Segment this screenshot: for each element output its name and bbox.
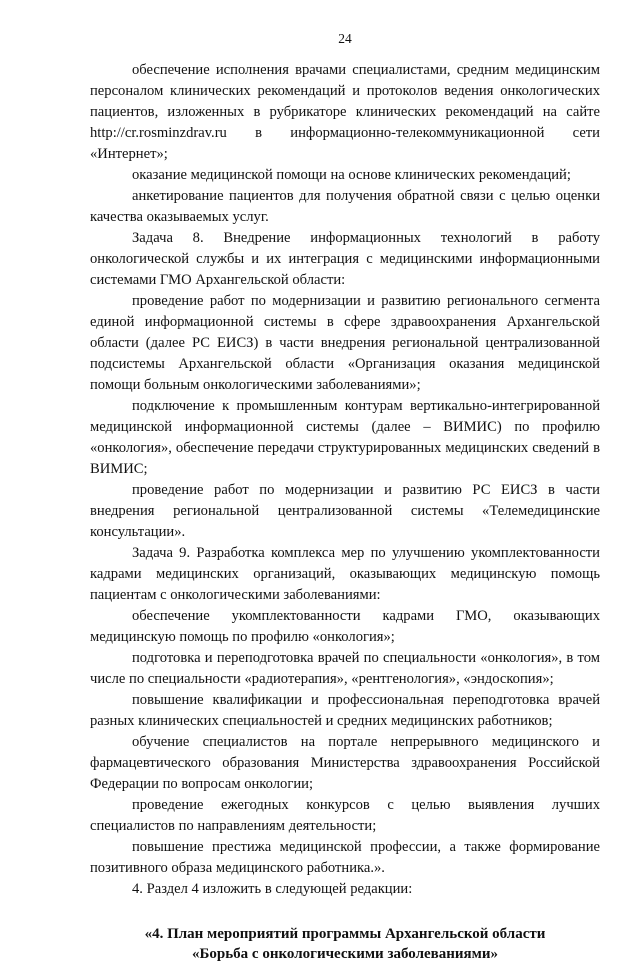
paragraph: проведение работ по модернизации и развитию регионального сегмента единой информационной системы в сфере здравоохранения Архангельской области (далее РС ЕИСЗ) в части внедрения региональной централизованной подсистемы Архангельской области «Организация оказания медицинской помощи больным онкологическими заболеваниями»; bbox=[90, 293, 600, 393]
paragraph: анкетирование пациентов для получения обратной связи с целью оценки качества оказываемых услуг. bbox=[90, 188, 600, 225]
paragraph: обучение специалистов на портале непрерывного медицинского и фармацевтического образования Министерства здравоохранения Российской Федерации по вопросам онкологии; bbox=[90, 734, 600, 792]
document-body bbox=[90, 60, 600, 900]
section-heading-line-2: «Борьба с онкологическими заболеваниями» bbox=[191, 946, 499, 962]
page-number: 24 bbox=[338, 31, 352, 46]
paragraph: проведение работ по модернизации и развитию РС ЕИСЗ в части внедрения региональной централизованной системы «Телемедицинские консультации». bbox=[90, 482, 600, 540]
task-8-paragraph: Задача 8. Внедрение информационных технологий в работу онкологической службы и их интеграция с медицинскими информационными системами ГМО Архангельской области: bbox=[90, 230, 600, 288]
paragraph: оказание медицинской помощи на основе клинических рекомендаций; bbox=[132, 167, 571, 183]
paragraph: обеспечение исполнения врачами специалистами, средним медицинским персоналом клинических рекомендаций и протоколов ведения онкологических пациентов, изложенных в рубрикаторе клинических рекомендаций на сайте http://cr.rosminzdrav.ru в информационно-телекоммуникационной сети «Интернет»; bbox=[90, 62, 600, 162]
paragraph: обеспечение укомплектованности кадрами ГМО, оказывающих медицинскую помощь по профилю «онкология»; bbox=[90, 608, 600, 645]
paragraph: повышение квалификации и профессиональная переподготовка врачей разных клинических специальностей и средних медицинских работников; bbox=[90, 692, 600, 729]
section-heading bbox=[90, 924, 600, 964]
paragraph: подключение к промышленным контурам вертикально-интегрированной медицинской информационной системы (далее – ВИМИС) по профилю «онкология», обеспечение передачи структурированных медицинских сведений в ВИМИС; bbox=[90, 398, 600, 477]
paragraph: проведение ежегодных конкурсов с целью выявления лучших специалистов по направлениям деятельности; bbox=[90, 797, 600, 834]
task-9-paragraph: Задача 9. Разработка комплекса мер по улучшению укомплектованности кадрами медицинских организаций, оказывающих медицинскую помощь пациентам с онкологическими заболеваниями: bbox=[90, 545, 600, 603]
paragraph: подготовка и переподготовка врачей по специальности «онкология», в том числе по специальности «радиотерапия», «рентгенология», «эндоскопия»; bbox=[90, 650, 600, 687]
section-instruction: 4. Раздел 4 изложить в следующей редакции: bbox=[132, 881, 413, 897]
section-heading-line-1: «4. План мероприятий программы Архангельской области bbox=[144, 926, 546, 942]
paragraph: повышение престижа медицинской профессии, а также формирование позитивного образа медицинского работника.». bbox=[90, 839, 600, 876]
